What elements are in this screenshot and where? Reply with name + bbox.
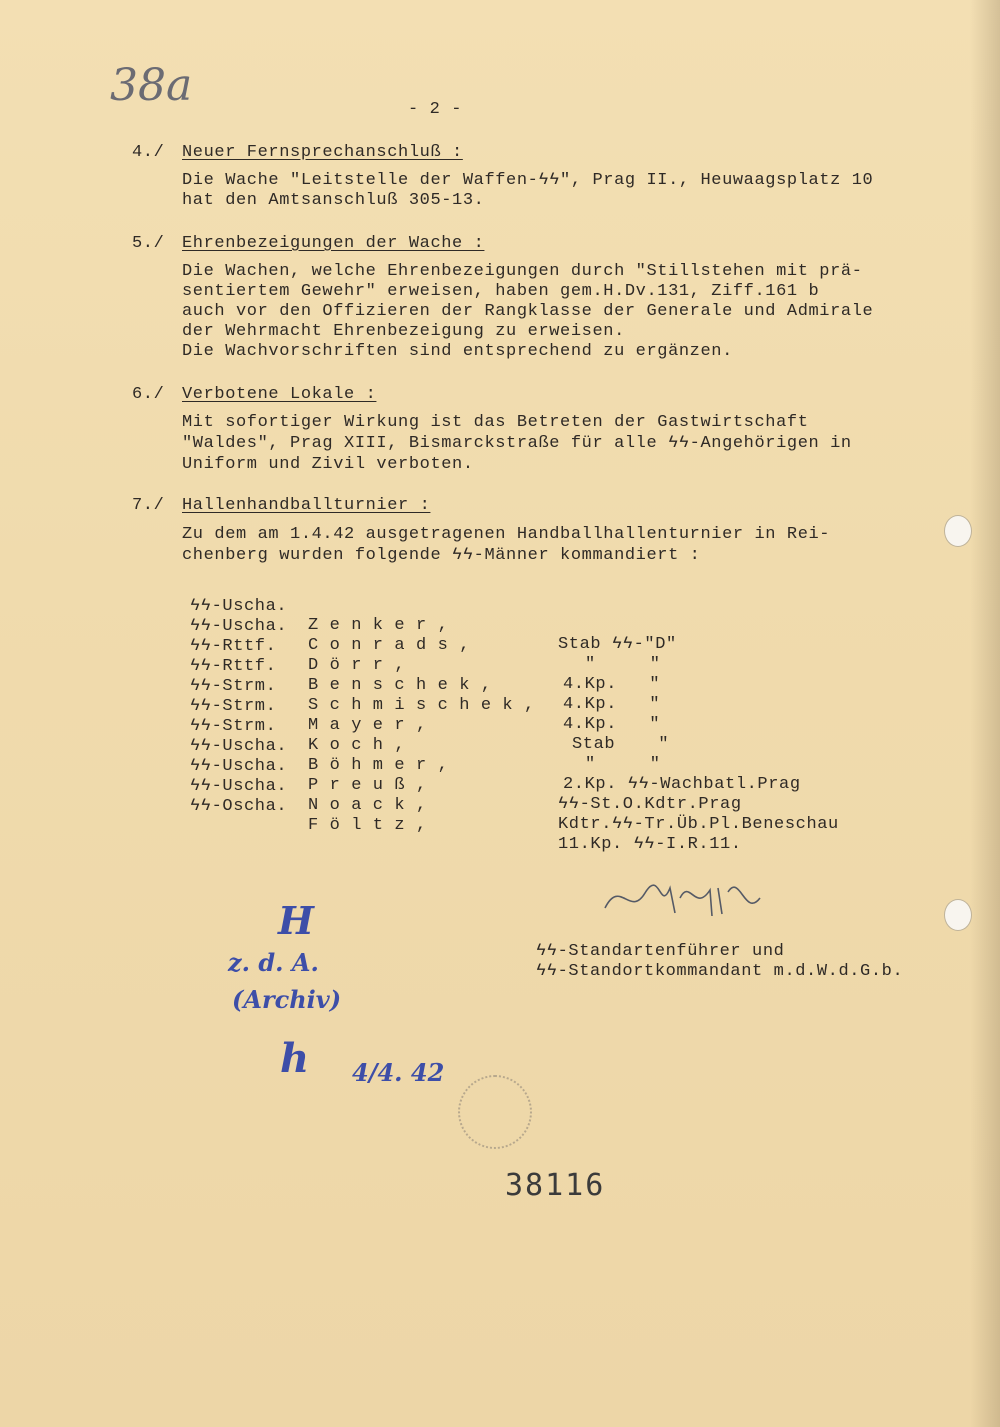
section-7-line: Zu dem am 1.4.42 ausgetragenen Handballhallenturnier in Rei- — [182, 525, 831, 544]
roster-name: N o a c k , — [308, 796, 427, 815]
archive-stamp-number: 38116 — [505, 1168, 606, 1203]
roster-name: B ö h m e r , — [308, 756, 449, 775]
roster-rank: ϟϟ-Strm. — [190, 717, 277, 736]
page-edge-shadow — [970, 0, 1000, 1427]
section-5-line: Die Wachen, welche Ehrenbezeigungen durch "Stillstehen mit prä- — [182, 262, 863, 281]
roster-name: B e n s c h e k , — [308, 676, 492, 695]
page-number: - 2 - — [408, 100, 463, 119]
punch-hole-bottom — [944, 899, 972, 931]
section-5-line: Die Wachvorschriften sind entsprechend zu ergänzen. — [182, 342, 733, 361]
roster-name: C o n r a d s , — [308, 636, 471, 655]
roster-rank: ϟϟ-Uscha. — [190, 617, 288, 636]
roster-unit: 4.Kp. " — [563, 715, 661, 734]
roster-name: P r e u ß , — [308, 776, 427, 795]
section-4-line: hat den Amtsanschluß 305-13. — [182, 191, 485, 210]
roster-rank: ϟϟ-Oscha. — [190, 797, 288, 816]
roster-name: K o c h , — [308, 736, 406, 755]
roster-rank: ϟϟ-Uscha. — [190, 737, 288, 756]
roster-name: M a y e r , — [308, 716, 427, 735]
roster-unit: Stab " — [572, 735, 670, 754]
section-5-line: auch vor den Offizieren der Rangklasse der Generale und Admirale — [182, 302, 874, 321]
faded-stamp — [458, 1075, 532, 1149]
section-6-line: Mit sofortiger Wirkung ist das Betreten der Gastwirtschaft — [182, 413, 809, 432]
section-5-number: 5./ — [132, 234, 165, 253]
roster-unit: Kdtr.ϟϟ-Tr.Üb.Pl.Beneschau — [558, 815, 839, 834]
section-6-line: "Waldes", Prag XIII, Bismarckstraße für alle ϟϟ-Angehörigen in — [182, 434, 852, 453]
roster-unit: 2.Kp. ϟϟ-Wachbatl.Prag — [563, 775, 801, 794]
section-5-line: der Wehrmacht Ehrenbezeigung zu erweisen. — [182, 322, 625, 341]
section-5-heading: Ehrenbezeigungen der Wache : — [182, 234, 485, 253]
roster-unit: 4.Kp. " — [563, 675, 661, 694]
section-5-line: sentiertem Gewehr" erweisen, haben gem.H.Dv.131, Ziff.161 b — [182, 282, 820, 301]
handwritten-signature — [600, 868, 770, 928]
roster-name: S c h m i s c h e k , — [308, 696, 535, 715]
signature-title-line: ϟϟ-Standortkommandant m.d.W.d.G.b. — [536, 962, 904, 981]
annotation-archiv: (Archiv) — [232, 985, 342, 1014]
annotation-zda: z. d. A. — [228, 948, 319, 977]
annotation-paraph: h — [280, 1035, 310, 1082]
section-7-heading: Hallenhandballturnier : — [182, 496, 431, 515]
roster-rank: ϟϟ-Rttf. — [190, 637, 277, 656]
roster-unit: " " — [585, 655, 661, 674]
annotation-initial: H — [278, 898, 314, 943]
roster-rank: ϟϟ-Rttf. — [190, 657, 277, 676]
roster-unit: " " — [585, 755, 661, 774]
section-4-line: Die Wache "Leitstelle der Waffen-ϟϟ", Prag II., Heuwaagsplatz 10 — [182, 171, 874, 190]
roster-rank: ϟϟ-Strm. — [190, 697, 277, 716]
roster-rank: ϟϟ-Uscha. — [190, 777, 288, 796]
roster-rank: ϟϟ-Uscha. — [190, 757, 288, 776]
roster-unit: 11.Kp. ϟϟ-I.R.11. — [558, 835, 742, 854]
roster-unit: ϟϟ-St.O.Kdtr.Prag — [558, 795, 742, 814]
signature-title-line: ϟϟ-Standartenführer und — [536, 942, 785, 961]
roster-name: D ö r r , — [308, 656, 406, 675]
section-4-heading: Neuer Fernsprechanschluß : — [182, 143, 463, 162]
roster-rank: ϟϟ-Strm. — [190, 677, 277, 696]
roster-unit: Stab ϟϟ-"D" — [558, 635, 677, 654]
section-7-line: chenberg wurden folgende ϟϟ-Männer kommandiert : — [182, 546, 701, 565]
section-6-line: Uniform und Zivil verboten. — [182, 455, 474, 474]
annotation-date: 4/4. 42 — [352, 1058, 445, 1087]
punch-hole-top — [944, 515, 972, 547]
roster-name: Z e n k e r , — [308, 616, 449, 635]
roster-name: F ö l t z , — [308, 816, 427, 835]
archive-mark-handwritten: 38a — [110, 60, 193, 111]
section-6-heading: Verbotene Lokale : — [182, 385, 377, 404]
section-4-number: 4./ — [132, 143, 165, 162]
roster-rank: ϟϟ-Uscha. — [190, 597, 288, 616]
section-6-number: 6./ — [132, 385, 165, 404]
roster-unit: 4.Kp. " — [563, 695, 661, 714]
section-7-number: 7./ — [132, 496, 165, 515]
